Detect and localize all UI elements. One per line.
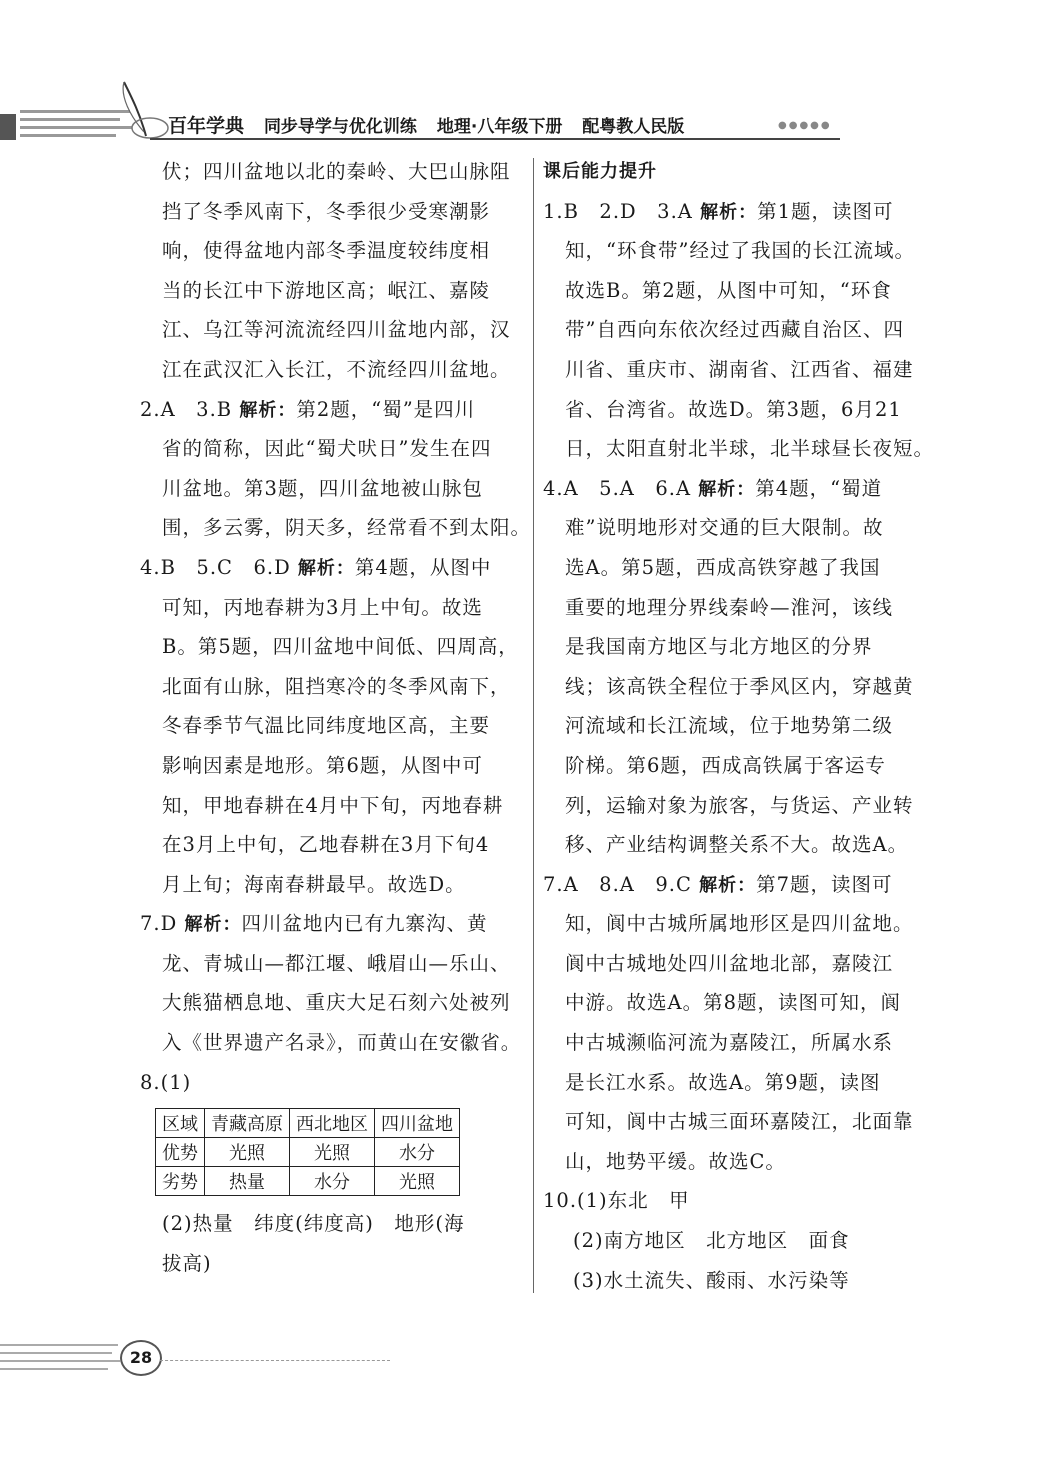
answer-line: [543, 192, 938, 232]
text-line: 可知，丙地春耕为3月上中旬。故选: [162, 595, 483, 619]
analysis-text: 四川盆地内已有九寨沟、黄: [241, 912, 488, 936]
answer-key: 2.A 3.B: [140, 397, 233, 421]
text-line: 是我国南方地区与北方地区的分界: [565, 635, 873, 659]
text-line: 伏；四川盆地以北的秦岭、大巴山脉阻: [162, 160, 511, 183]
text-line: (2)南方地区 北方地区 面食: [573, 1229, 850, 1253]
text-line: 省的简称，因此“蜀犬吠日”发生在四: [162, 437, 492, 461]
text-line: 响，使得盆地内部冬季温度较纬度相: [162, 239, 491, 263]
table-cell: 劣势: [156, 1167, 205, 1196]
table-header-row: [156, 1109, 460, 1138]
text-line: 川盆地。第3题，四川盆地被山脉包: [162, 476, 483, 500]
text-line: 知，甲地春耕在4月中下旬，丙地春耕: [162, 793, 504, 817]
feather-pen-icon: [110, 78, 170, 142]
text-line: 冬春季节气温比同纬度地区高，主要: [162, 714, 491, 738]
text-line: 山，地势平缓。故选C。: [565, 1149, 786, 1173]
footer-dashed-rule: [160, 1360, 390, 1361]
table-cell: 光照: [290, 1138, 375, 1167]
text-line: 是长江水系。故选A。第9题，读图: [565, 1070, 881, 1094]
footer-stripe: [0, 1344, 118, 1346]
footer-stripe: [0, 1360, 120, 1362]
text-line: 河流域和长江流域，位于地势第二级: [565, 714, 894, 738]
analysis-label: 解析：: [239, 399, 297, 421]
text-line: B。第5题，四川盆地中间低、四周高，: [162, 635, 519, 659]
text-line: 可知，阆中古城三面环嘉陵江，北面靠: [565, 1110, 914, 1134]
table-cell: 优势: [156, 1138, 205, 1167]
header-stripe: [20, 118, 120, 121]
header-series: 同步导学与优化训练: [263, 117, 417, 137]
analysis-text: 第2题，“蜀”是四川: [296, 397, 476, 421]
text-line: 江、乌江等河流流经四川盆地内部，汉: [162, 318, 511, 342]
text-line: 入《世界遗产名录》，而黄山在安徽省。: [162, 1031, 522, 1055]
text-line: 选A。第5题，西成高铁穿越了我国: [565, 555, 881, 579]
text-line: 难”说明地形对交通的巨大限制。故: [565, 516, 884, 540]
text-line: (2)热量 纬度(纬度高) 地形(海: [162, 1212, 465, 1236]
header-stripe: [20, 134, 116, 137]
answer-line: [140, 390, 525, 430]
table-cell: 光照: [375, 1167, 460, 1196]
text-line: 挡了冬季风南下，冬季很少受寒潮影: [162, 199, 491, 223]
text-line: 影响因素是地形。第6题，从图中可: [162, 753, 483, 777]
answer-line: 8.(1): [140, 1070, 192, 1094]
table-cell: 热量: [205, 1167, 290, 1196]
comparison-table: [155, 1108, 460, 1196]
text-line: 中游。故选A。第8题，读图可知，阆: [565, 991, 901, 1015]
text-line: 线；该高铁全程位于季风区内，穿越黄: [565, 674, 914, 698]
answer-key: 4.A 5.A 6.A: [543, 476, 692, 500]
header-dots: ●●●●●: [778, 120, 832, 131]
header-edition: 配粤教人民版: [582, 117, 685, 137]
text-line: 列，运输对象为旅客，与货运、产业转: [565, 793, 914, 817]
table-cell: 青藏高原: [205, 1109, 290, 1138]
text-line: 知，阆中古城所属地形区是四川盆地。: [565, 912, 914, 936]
analysis-label: 解析：: [698, 478, 756, 500]
section-title: 课后能力提升: [543, 161, 657, 182]
header-left-bar: [0, 114, 16, 140]
text-line: 带”自西向东依次经过西藏自治区、四: [565, 318, 904, 342]
footer-stripe: [0, 1352, 112, 1354]
text-line: 中古城濒临河流为嘉陵江，所属水系: [565, 1031, 894, 1055]
table-cell: 水分: [375, 1138, 460, 1167]
answer-line: 10.(1)东北 甲: [543, 1189, 690, 1213]
left-column: [140, 152, 532, 1283]
footer-stripe: [0, 1368, 108, 1370]
answer-line: [543, 469, 938, 509]
answer-key: 7.A 8.A 9.C: [543, 872, 692, 896]
right-column: [543, 152, 938, 1300]
analysis-label: 解析：: [184, 914, 242, 936]
analysis-label: 解析：: [699, 874, 757, 896]
analysis-label: 解析：: [297, 557, 355, 579]
text-line: 龙、青城山—都江堰、峨眉山—乐山、: [162, 951, 511, 975]
analysis-text: 第1题，读图可: [757, 199, 894, 223]
analysis-label: 解析：: [700, 201, 758, 223]
table-row: [156, 1167, 460, 1196]
text-line: 月上旬；海南春耕最早。故选D。: [162, 872, 466, 896]
header-brand: 百年学典: [168, 115, 245, 137]
text-line: 重要的地理分界线秦岭—淮河，该线: [565, 595, 894, 619]
table-cell: 光照: [205, 1138, 290, 1167]
answer-key: 7.D: [140, 912, 178, 936]
answer-key: 1.B 2.D 3.A: [543, 199, 693, 223]
table-cell: 四川盆地: [375, 1109, 460, 1138]
page-number: 28: [120, 1340, 162, 1376]
analysis-text: 第4题，从图中: [354, 555, 492, 579]
text-line: 当的长江中下游地区高；岷江、嘉陵: [162, 278, 491, 302]
text-line: 大熊猫栖息地、重庆大足石刻六处被列: [162, 991, 511, 1015]
answer-line: [140, 904, 525, 944]
text-line: 江在武汉汇入长江，不流经四川盆地。: [162, 357, 511, 381]
table-cell: 水分: [290, 1167, 375, 1196]
table-cell: 西北地区: [290, 1109, 375, 1138]
text-line: 阆中古城地处四川盆地北部，嘉陵江: [565, 951, 894, 975]
header-rule: [150, 138, 840, 140]
table-cell: 区域: [156, 1109, 205, 1138]
text-line: 围，多云雾，阴天多，经常看不到太阳。: [162, 516, 532, 540]
column-divider: [533, 158, 534, 1293]
analysis-text: 第4题，“蜀道: [755, 476, 883, 500]
text-line: 移、产业结构调整关系不大。故选A。: [565, 833, 909, 857]
header-subject: 地理·八年级下册: [436, 117, 563, 137]
text-line: 知，“环食带”经过了我国的长江流域。: [565, 239, 915, 263]
header-title: [168, 111, 768, 138]
analysis-text: 第7题，读图可: [756, 872, 893, 896]
answer-key: 4.B 5.C 6.D: [140, 555, 291, 579]
text-line: 拔高): [162, 1251, 212, 1275]
text-line: 阶梯。第6题，西成高铁属于客运专: [565, 753, 886, 777]
text-line: 日，太阳直射北半球，北半球昼长夜短。: [565, 437, 935, 461]
answer-line: [140, 548, 525, 588]
text-line: 北面有山脉，阻挡寒冷的冬季风南下，: [162, 674, 511, 698]
table-row: [156, 1138, 460, 1167]
text-line: 故选B。第2题，从图中可知，“环食: [565, 278, 892, 302]
text-line: 川省、重庆市、湖南省、江西省、福建: [565, 357, 914, 381]
text-line: 在3月上中旬，乙地春耕在3月下旬4: [162, 833, 490, 857]
text-line: 省、台湾省。故选D。第3题，6月21: [565, 397, 902, 421]
text-line: (3)水土流失、酸雨、水污染等: [573, 1268, 850, 1292]
answer-line: [543, 865, 938, 905]
